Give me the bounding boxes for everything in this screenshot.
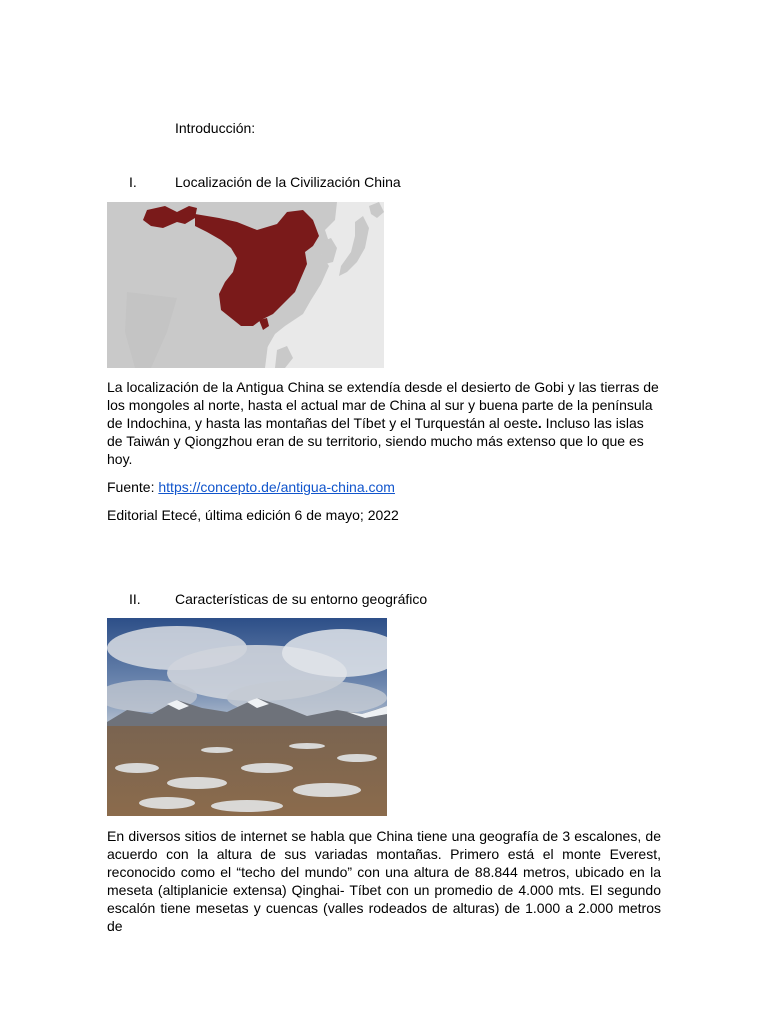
paragraph-bold-mark: . — [537, 415, 542, 431]
source-label: Fuente: — [107, 479, 159, 495]
section-1-paragraph — [107, 378, 661, 468]
landscape-svg — [107, 618, 387, 816]
map-svg — [107, 202, 384, 368]
china-map-image — [107, 202, 384, 368]
tibet-landscape-image — [107, 618, 387, 816]
section-2-title: Características de su entorno geográfico — [175, 591, 428, 607]
source-line — [107, 479, 395, 495]
paragraph-main-text: La localización de la Antigua China se extendía desde el desierto de Gobi y las tierras de los mongoles al norte, hasta el actual mar de China al sur y buena parte de la península de Indochina, y hasta las montañas del Tíbet y el Turquestán al oeste — [107, 379, 659, 431]
section-2-paragraph: En diversos sitios de internet se habla que China tiene una geografía de 3 escalones, de acuerdo con la altura de sus variadas montañas. Primero está el monte Everest, reconocido como el “techo del mundo” con una altura de 88.844 metros, ubicado en la meseta (altiplanicie extensa) Qinghai- Tíbet con un promedio de 4.000 mts. El segundo escalón tiene mesetas y cuencas (valles rodeados de alturas) de 1.000 a 2.000 metros de — [107, 828, 661, 934]
section-2-number: II. — [129, 591, 141, 607]
section-1-title: Localización de la Civilización China — [175, 174, 401, 190]
intro-title: Introducción: — [175, 120, 256, 136]
source-link[interactable]: https://concepto.de/antigua-china.com — [158, 479, 395, 495]
section-1-number: I. — [129, 174, 137, 190]
editorial-line: Editorial Etecé, última edición 6 de mayo; 2022 — [107, 507, 399, 523]
paragraph-rest-text: Incluso las islas de Taiwán y Qiongzhou eran de su territorio, siendo mucho más extenso que lo que es hoy. — [107, 415, 644, 467]
